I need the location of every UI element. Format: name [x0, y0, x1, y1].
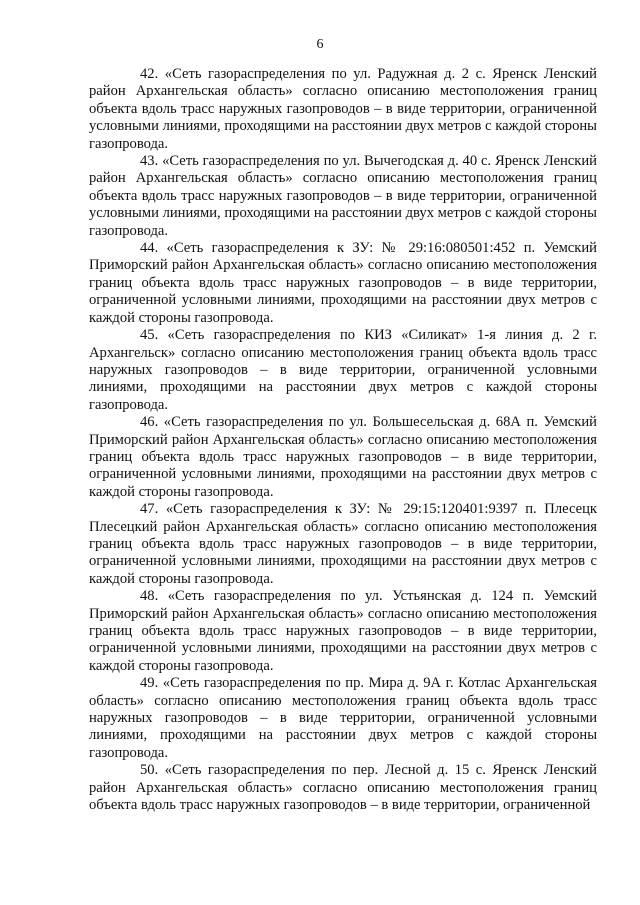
list-item-45: 45. «Сеть газораспределения по КИЗ «Силикат» 1-я линия д. 2 г. Архангельск» согласно описанию местоположения границ объекта вдоль трасс наружных газопроводов – в виде территории, ограниченной условными линиями, проходящими на расстоянии двух метров с каждой стороны газопровода.: [89, 327, 597, 413]
list-item-43: 43. «Сеть газораспределения по ул. Вычегодская д. 40 с. Яренск Ленский район Архангельская область» согласно описанию местоположения границ объекта вдоль трасс наружных газопроводов – в виде территории, ограниченной условными линиями, проходящими на расстоянии двух метров с каждой стороны газопровода.: [89, 153, 597, 239]
list-item-42: 42. «Сеть газораспределения по ул. Радужная д. 2 с. Яренск Ленский район Архангельская область» согласно описанию местоположения границ объекта вдоль трасс наружных газопроводов – в виде территории, ограниченной условными линиями, проходящими на расстоянии двух метров с каждой стороны газопровода.: [89, 66, 597, 152]
list-item-44: 44. «Сеть газораспределения к ЗУ: № 29:16:080501:452 п. Уемский Приморский район Архангельская область» согласно описанию местоположения границ объекта вдоль трасс наружных газопроводов – в виде территории, ограниченной условными линиями, проходящими на расстоянии двух метров с каждой стороны газопровода.: [89, 240, 597, 326]
list-item-50: 50. «Сеть газораспределения по пер. Лесной д. 15 с. Яренск Ленский район Архангельская область» согласно описанию местоположения границ объекта вдоль трасс наружных газопроводов – в виде территории, ограниченной: [89, 762, 597, 814]
list-item-47: 47. «Сеть газораспределения к ЗУ: № 29:15:120401:9397 п. Плесецк Плесецкий район Архангельская область» согласно описанию местоположения границ объекта вдоль трасс наружных газопроводов – в виде территории, ограниченной условными линиями, проходящими на расстоянии двух метров с каждой стороны газопровода.: [89, 501, 597, 587]
document-body: [89, 66, 597, 814]
list-item-48: 48. «Сеть газораспределения по ул. Устьянская д. 124 п. Уемский Приморский район Архангельская область» согласно описанию местоположения границ объекта вдоль трасс наружных газопроводов – в виде территории, ограниченной условными линиями, проходящими на расстоянии двух метров с каждой стороны газопровода.: [89, 588, 597, 674]
page-number: 6: [316, 37, 324, 52]
list-item-46: 46. «Сеть газораспределения по ул. Большесельская д. 68А п. Уемский Приморский район Архангельская область» согласно описанию местоположения границ объекта вдоль трасс наружных газопроводов – в виде территории, ограниченной условными линиями, проходящими на расстоянии двух метров с каждой стороны газопровода.: [89, 414, 597, 500]
list-item-49: 49. «Сеть газораспределения по пр. Мира д. 9А г. Котлас Архангельская область» согласно описанию местоположения границ объекта вдоль трасс наружных газопроводов – в виде территории, ограниченной условными линиями, проходящими на расстоянии двух метров с каждой стороны газопровода.: [89, 675, 597, 761]
